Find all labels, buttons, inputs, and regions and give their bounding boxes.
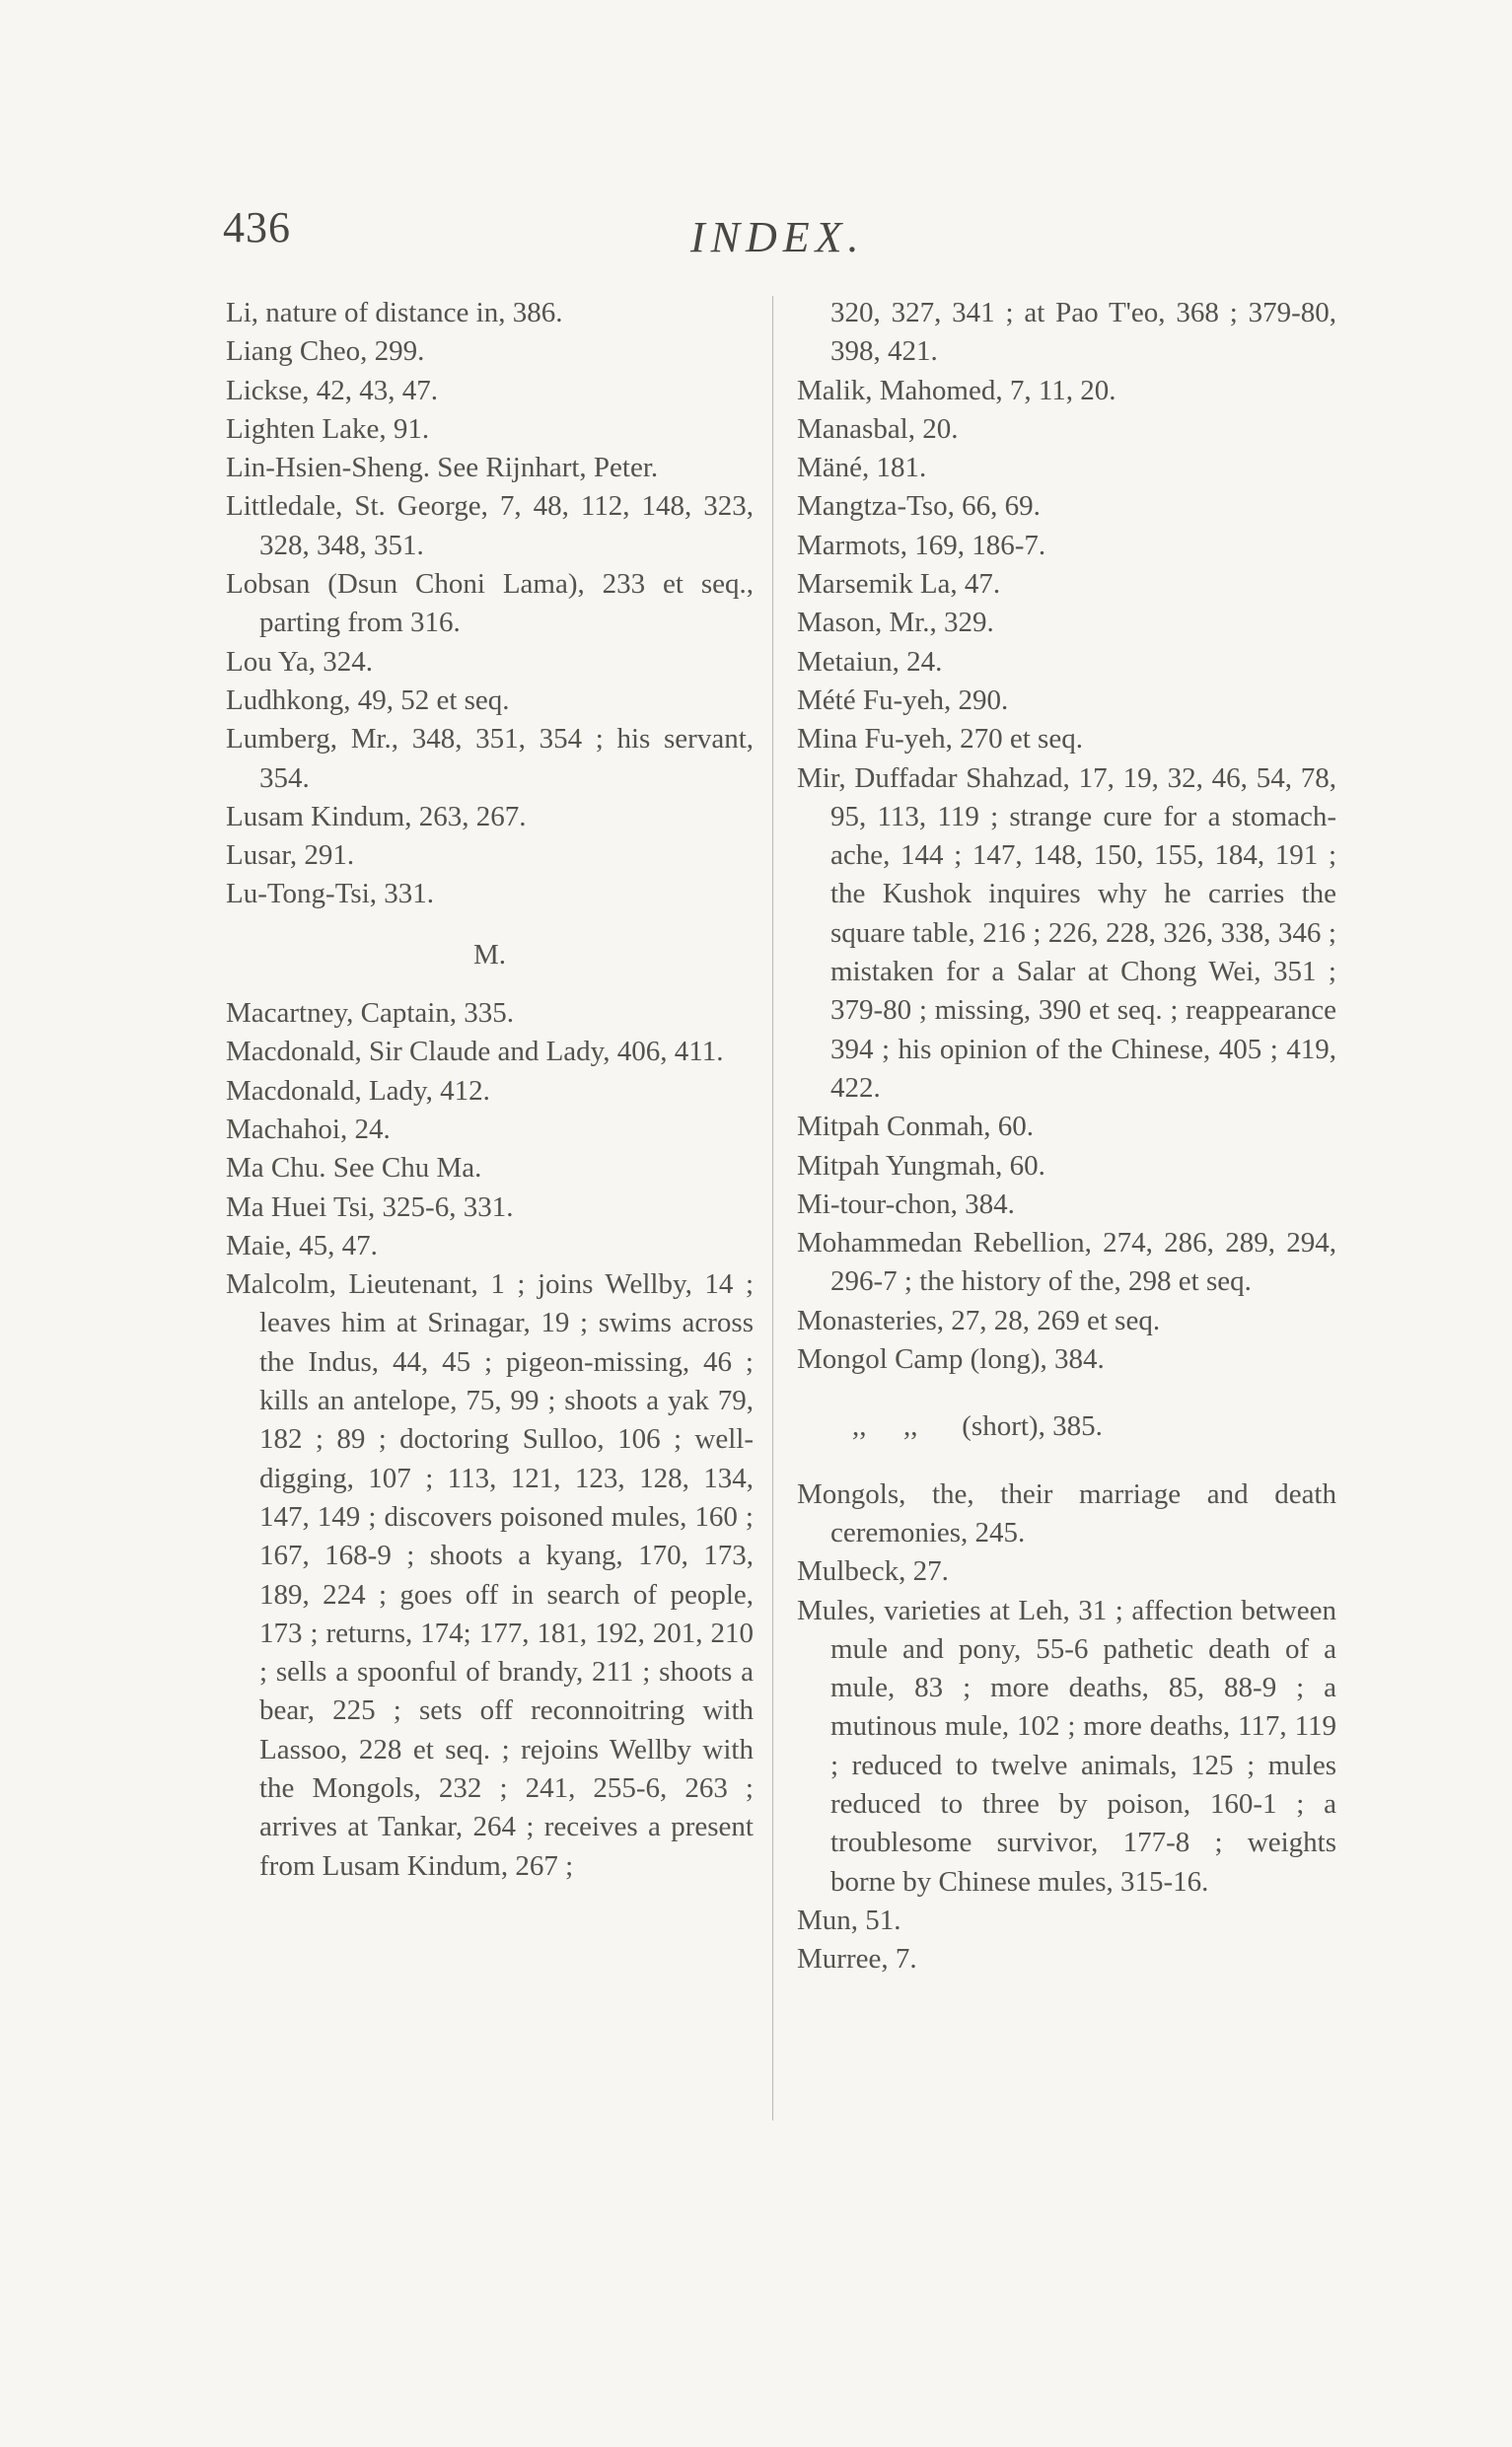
- index-entry: Mitpah Yungmah, 60.: [797, 1149, 1045, 1182]
- left-column: [226, 294, 754, 1886]
- index-entry: Mongols, the, their marriage and death ceremonies, 245.: [797, 1477, 1336, 1548]
- index-entry: Monasteries, 27, 28, 269 et seq.: [797, 1304, 1161, 1336]
- running-head: INDEX.: [690, 213, 865, 261]
- index-entry: Li, nature of distance in, 386.: [226, 297, 563, 328]
- index-entry: Maie, 45, 47.: [226, 1229, 378, 1261]
- index-entry: Lu-Tong-Tsi, 331.: [226, 878, 435, 910]
- index-entry: Lusar, 291.: [226, 839, 355, 872]
- right-column: [797, 294, 1336, 1979]
- page-number: 436: [223, 203, 291, 252]
- index-entry: Manasbal, 20.: [797, 412, 959, 445]
- index-entry: Macdonald, Sir Claude and Lady, 406, 411.: [226, 1036, 724, 1068]
- index-entry: Macartney, Captain, 335.: [226, 997, 515, 1030]
- index-entry: Mäné, 181.: [797, 452, 927, 484]
- index-entry: Liang Cheo, 299.: [226, 335, 425, 368]
- index-entry: Mason, Mr., 329.: [797, 607, 994, 639]
- index-entry: Mulbeck, 27.: [797, 1555, 949, 1588]
- index-entry: Metaiun, 24.: [797, 645, 943, 678]
- index-entry: Mina Fu-yeh, 270 et seq.: [797, 723, 1083, 756]
- index-entry-continuation: 320, 327, 341 ; at Pao T'eo, 368 ; 379-80, 398, 421.: [830, 297, 1336, 368]
- index-entry: Marsemik La, 47.: [797, 568, 1001, 601]
- index-entry: Murree, 7.: [797, 1943, 917, 1976]
- index-entry: Lin-Hsien-Sheng. See Rijnhart, Peter.: [226, 452, 659, 484]
- index-entry: Mété Fu-yeh, 290.: [797, 684, 1009, 716]
- index-entry: Mun, 51.: [797, 1904, 901, 1936]
- ditto-text: (short), 385.: [962, 1410, 1103, 1443]
- index-entry: Ma Chu. See Chu Ma.: [226, 1152, 482, 1185]
- index-entry: Mir, Duffadar Shahzad, 17, 19, 32, 46, 54, 78, 95, 113, 119 ; strange cure for a stomach-ache, 144 ; 147, 148, 150, 155, 184, 191 ; the Kushok inquires why he carries the square table, 216 ; 226, 228, 326, 338, 346 ; mistaken for a Salar at Chong Wei, 351 ; 379-80 ; missing, 390 et seq. ; reappearance 394 ; his opinion of the Chinese, 405 ; 419, 422.: [797, 761, 1336, 1104]
- index-entry: Lobsan (Dsun Choni Lama), 233 et seq., parting from 316.: [226, 568, 754, 639]
- index-entry: Mules, varieties at Leh, 31 ; affection between mule and pony, 55-6 pathetic death of a mule, 83 ; more deaths, 85, 88-9 ; a mutinous mule, 102 ; more deaths, 117, 119 ; reduced to twelve animals, 125 ; mules reduced to three by poison, 160-1 ; a troublesome survivor, 177-8 ; weights borne by Chinese mules, 315-16.: [797, 1594, 1336, 1898]
- index-entry: Mi-tour-chon, 384.: [797, 1188, 1015, 1220]
- index-entry: Macdonald, Lady, 412.: [226, 1074, 490, 1107]
- index-entry: Mitpah Conmah, 60.: [797, 1111, 1035, 1143]
- index-entry: Lighten Lake, 91.: [226, 412, 430, 445]
- column-divider: [772, 296, 773, 2121]
- index-entry: Mangtza-Tso, 66, 69.: [797, 490, 1041, 523]
- index-entry: Lou Ya, 324.: [226, 645, 374, 678]
- index-entry: Ludhkong, 49, 52 et seq.: [226, 684, 510, 716]
- index-entry: Lumberg, Mr., 348, 351, 354 ; his servant, 354.: [226, 723, 754, 794]
- index-entry: Lickse, 42, 43, 47.: [226, 374, 439, 406]
- ditto-marks: ,,: [852, 1410, 867, 1443]
- index-entry: Mohammedan Rebellion, 274, 286, 289, 294, 296-7 ; the history of the, 298 et seq.: [797, 1227, 1336, 1298]
- index-entry: Mongol Camp (long), 384.: [797, 1343, 1105, 1376]
- index-entry: Malcolm, Lieutenant, 1 ; joins Wellby, 14 ; leaves him at Srinagar, 19 ; swims across the Indus, 44, 45 ; pigeon-missing, 46 ; kills an antelope, 75, 99 ; shoots a yak 79, 182 ; 89 ; doctoring Sulloo, 106 ; well-digging, 107 ; 113, 121, 123, 128, 134, 147, 149 ; discovers poisoned mules, 160 ; 167, 168-9 ; shoots a kyang, 170, 173, 189, 224 ; goes off in search of people, 173 ; returns, 174; 177, 181, 192, 201, 210 ; sells a spoonful of brandy, 211 ; shoots a bear, 225 ; sets off reconnoitring with Lassoo, 228 et seq. ; rejoins Wellby with the Mongols, 232 ; 241, 255-6, 263 ; arrives at Tankar, 264 ; receives a present from Lusam Kindum, 267 ;: [226, 1268, 754, 1882]
- section-letter: M.: [472, 938, 507, 971]
- index-entry: Marmots, 169, 186-7.: [797, 529, 1046, 561]
- index-entry: Malik, Mahomed, 7, 11, 20.: [797, 374, 1116, 406]
- index-entry: Littledale, St. George, 7, 48, 112, 148, 323, 328, 348, 351.: [226, 490, 754, 561]
- index-entry: Machahoi, 24.: [226, 1113, 391, 1145]
- index-entry: Lusam Kindum, 263, 267.: [226, 800, 527, 832]
- ditto-marks: ,,: [903, 1410, 918, 1443]
- index-entry-ditto: [797, 1407, 1336, 1446]
- index-entry: Ma Huei Tsi, 325-6, 331.: [226, 1190, 514, 1223]
